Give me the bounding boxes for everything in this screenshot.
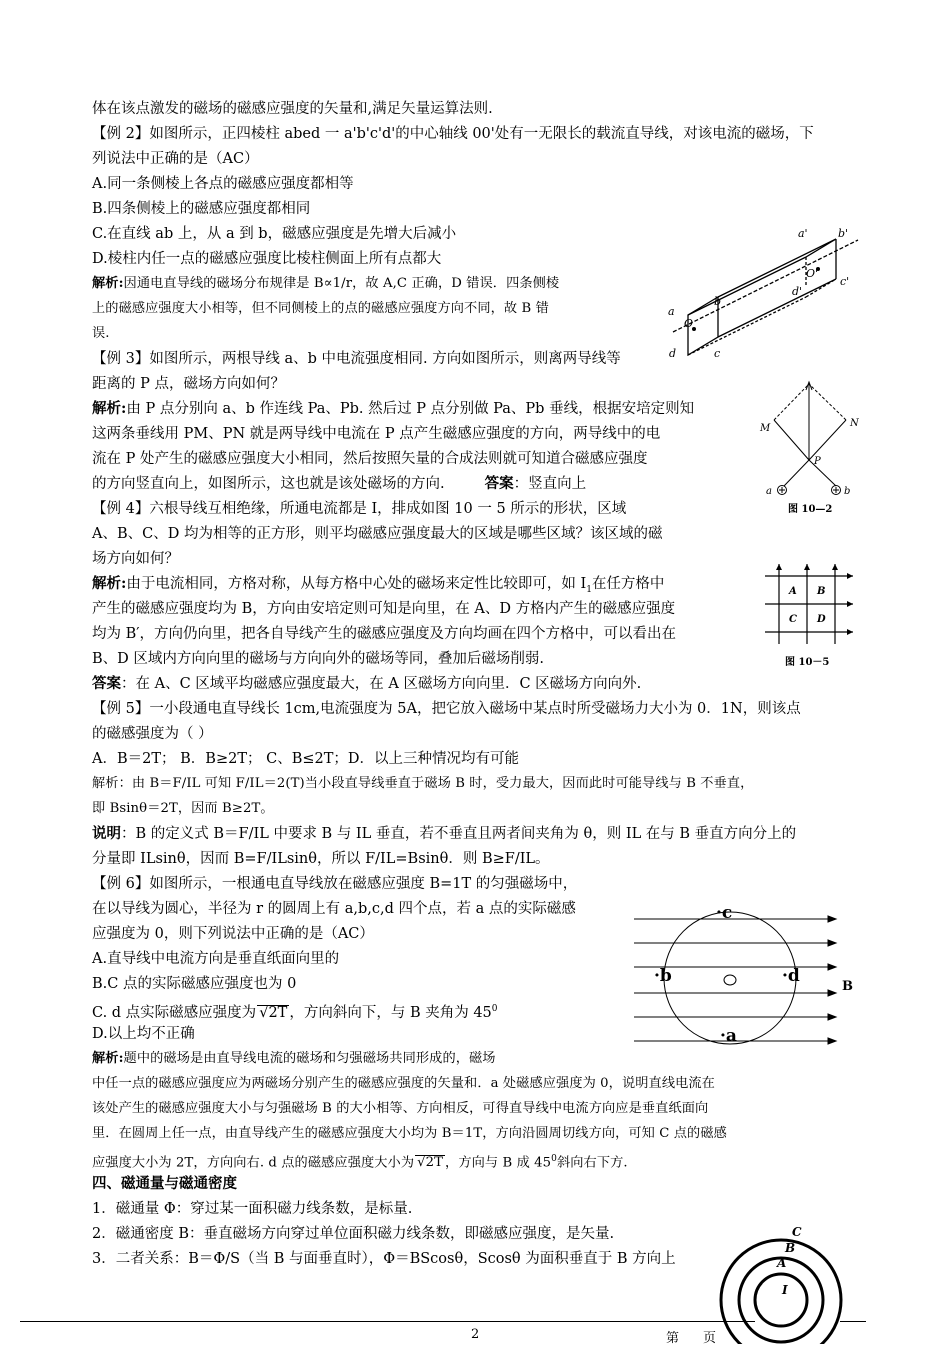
answer-line: 答案：在 A、C 区域平均磁感应强度最大，在 A 区磁场方向向里．C 区磁场方向向外. (92, 675, 642, 692)
svg-text:B: B (785, 1241, 796, 1255)
analysis-line: B、D 区域内方向向里的磁场与方向向外的磁场等同，叠加后磁场削弱. (92, 651, 544, 667)
analysis-line: 这两条垂线用 PM、PN 就是两导线中电流在 P 点产生磁感应强度的方向，两导线中的电 (92, 426, 661, 442)
option-line: D.棱柱内任一点的磁感应强度比棱柱侧面上所有点都大 (92, 251, 442, 267)
analysis-line: 解析:由 P 点分别向 a、b 作连线 Pa、Pb. 然后过 P 点分别做 Pa、Pb 垂线，根据安培定则知 (92, 400, 695, 417)
svg-text:I: I (782, 1283, 788, 1297)
svg-text:N: N (850, 418, 859, 429)
text-line: 【例 5】一小段通电直导线长 1cm,电流强度为 5A，把它放入磁场中某点时所受磁场力大小为 0．1N，则该点 (92, 701, 801, 717)
page-number: 2 (471, 1327, 480, 1342)
svg-text:P: P (814, 456, 821, 467)
field-arrow (828, 940, 836, 946)
analysis-line: 应强度大小为 2T，方向向右. d 点的磁感应强度大小为 √2T ，方向与 B 成 $45^0$斜向右下方. (92, 1154, 628, 1171)
text-line: 体在该点激发的磁场的磁感应强度的矢量和,满足矢量运算法则. (92, 101, 493, 117)
text-line: 2．磁通密度 B：垂直磁场方向穿过单位面积磁力线条数，即磁感应强度，是矢量. (92, 1226, 615, 1242)
text-line: 列说法中正确的是（AC） (92, 151, 259, 167)
prism-label: c' (840, 275, 850, 288)
text-line: 距离的 P 点，磁场方向如何？ (92, 376, 285, 392)
option-line: A.直导线中电流方向是垂直纸面向里的 (92, 951, 340, 967)
fig-10-5 (763, 560, 863, 675)
svg-text:·d: ·d (782, 966, 800, 986)
analysis-label: 解析: (92, 575, 127, 592)
analysis-line: 解析：由 B＝F/IL 可知 F/IL＝2(T)当小段直导线垂直于磁场 B 时，受力最大，因而此时可能导线与 B 不垂直， (92, 776, 754, 791)
option-line: A.同一条侧棱上各点的磁感应强度都相等 (92, 176, 354, 192)
svg-text:B: B (817, 586, 826, 597)
analysis-label: 解析: (92, 276, 124, 291)
option-line: C. d 点实际磁感应强度为 √2T ，方向斜向下，与 B 夹角为 $45^0$ (92, 1004, 498, 1021)
figure-caption: 图 10－5 (785, 657, 830, 668)
svg-text:·c: ·c (716, 903, 733, 923)
prism-label: b (714, 295, 722, 308)
analysis-line: 解析:由于电流相同，方格对称，从每方格中心处的磁场来定性比较即可，如 $I_1$在任方格中 (92, 575, 665, 595)
section-heading: 四、磁通量与磁通密度 (92, 1175, 237, 1192)
option-line: B.C 点的实际磁感应强度也为 0 (92, 976, 297, 992)
footer-rule (840, 1321, 866, 1322)
field-arrow (828, 990, 836, 996)
analysis-line: 上的磁感应强度大小相等，但不同侧棱上的点的磁感应强度方向不同，故 B 错 (92, 301, 549, 316)
text-line: 【例 2】如图所示，正四棱柱 abed 一 a'b'c'd'的中心轴线 00'处有一无限长的载流直导线，对该电流的磁场，下 (92, 126, 814, 142)
svg-text:A: A (789, 586, 797, 597)
option-line: B.四条侧棱上的磁感应强度都相同 (92, 201, 311, 217)
text-line: 在以导线为圆心，半径为 r 的圆周上有 a,b,c,d 四个点，若 a 点的实际磁感 (92, 901, 576, 917)
analysis-line: 即 Bsinθ＝2T，因而 B≥2T。 (92, 801, 274, 816)
text-line: 1．磁通量 Φ：穿过某一面积磁力线条数，是标量. (92, 1201, 413, 1217)
prism-label: a (668, 305, 675, 318)
option-line: A．B＝2T； B．B≥2T； C、B≤2T；D．以上三种情况均有可能 (92, 751, 520, 767)
note-label: 说明 (92, 825, 121, 842)
prism-label: d (669, 347, 677, 360)
analysis-line: 解析:题中的磁场是由直导线电流的磁场和匀强磁场共同形成的，磁场 (92, 1051, 496, 1066)
analysis-line: 误. (92, 326, 110, 341)
analysis-line: 该处产生的磁感应强度大小与匀强磁场 B 的大小相等、方向相反，可得直导线中电流方向应是垂直纸面向 (92, 1101, 709, 1116)
sqrt-2t: √2T (417, 1155, 444, 1171)
text-line: 3．二者关系：B＝Φ/S（当 B 与面垂直时），Φ＝BScosθ，Scosθ 为面积垂直于 B 方向上 (92, 1251, 676, 1267)
prism-label: O (684, 317, 694, 330)
svg-text:·a: ·a (720, 1026, 737, 1046)
option-line: C.在直线 ab 上，从 a 到 b，磁感应强度是先增大后减小 (92, 226, 457, 242)
analysis-line: 流在 P 处产生的磁感应强度大小相同，然后按照矢量的合成法则就可知道合磁感应强度 (92, 451, 648, 467)
svg-text:B: B (842, 979, 853, 994)
answer-label: 答案 (484, 475, 514, 492)
field-arrow (828, 916, 836, 922)
svg-text:C: C (789, 614, 797, 625)
analysis-line: 里．在圆周上任一点，由直导线产生的磁感应强度大小均为 B＝1T，方向沿圆周切线方向，可知 C 点的磁感 (92, 1126, 727, 1141)
text-line: 【例 6】如图所示，一根通电直导线放在磁感应强度 B=1T 的匀强磁场中， (92, 876, 578, 892)
analysis-line: 解析:因通电直导线的磁场分布规律是 B∝1/r，故 A,C 正确，D 错误．四条侧棱 (92, 276, 560, 291)
analysis-line: 中任一点的磁感应强度应为两磁场分别产生的磁感应强度的矢量和．a 处磁感应强度为 0，说明直线电流在 (92, 1076, 715, 1091)
svg-text:·b: ·b (654, 966, 672, 986)
text-line: 的磁感强度为（ ） (92, 726, 213, 742)
svg-text:C: C (792, 1225, 802, 1239)
rings-figure (715, 1222, 845, 1344)
text-line: 应强度为 0，则下列说法中正确的是（AC） (92, 926, 374, 942)
note-line: 说明：B 的定义式 B＝F/IL 中要求 B 与 IL 垂直，若不垂直且两者间夹角为 θ，则 IL 在与 B 垂直方向分上的 (92, 825, 797, 842)
prism-figure (668, 225, 868, 365)
svg-text:D: D (817, 614, 826, 625)
text-line: 【例 4】六根导线互相绝缘，所通电流都是 I，排成如图 10 一 5 所示的形状，区域 (92, 501, 627, 517)
svg-text:b: b (844, 486, 851, 497)
field-arrow (828, 964, 836, 970)
analysis-line: 的方向竖直向上，如图所示，这也就是该处磁场的方向. 答案：竖直向上 (92, 475, 587, 492)
prism-label: d' (792, 285, 803, 298)
note-line: 分量即 ILsinθ，因而 B=F/ILsinθ，所以 F/IL=Bsinθ．则 B≥F/IL。 (92, 851, 550, 867)
text-line: 场方向如何？ (92, 551, 179, 567)
analysis-line: 产生的磁感应强度均为 B，方向由安培定则可知是向里，在 A、D 方格内产生的磁感应强度 (92, 601, 676, 617)
analysis-line: 均为 B′，方向仍向里，把各自导线产生的磁感应强度及方向均画在四个方格中，可以看出在 (92, 626, 677, 642)
field-arrow (828, 1014, 836, 1020)
prism-label: a' (798, 227, 808, 240)
analysis-label: 解析: (92, 1051, 124, 1066)
text-line: 【例 3】如图所示，两根导线 a、b 中电流强度相同. 方向如图所示，则离两导线等 (92, 351, 621, 367)
prism-label: b' (838, 227, 849, 240)
footer-rule (20, 1321, 755, 1322)
field-arrow (828, 1038, 836, 1044)
prism-label: c (714, 347, 721, 360)
sqrt-2t: √2T (259, 1004, 288, 1021)
analysis-label: 解析: (92, 400, 127, 417)
page-label: 第 (666, 1331, 680, 1346)
page-label: 页 (703, 1331, 717, 1346)
option-line: D.以上均不正确 (92, 1026, 195, 1042)
text-line: A、B、C、D 均为相等的正方形，则平均磁感应强度最大的区域是哪些区域？该区域的磁 (92, 526, 663, 542)
fig-10-2 (748, 378, 873, 518)
svg-text:M: M (760, 423, 771, 434)
figure-caption: 图 10—2 (788, 504, 833, 515)
svg-text:a: a (766, 486, 772, 497)
svg-text:A: A (777, 1256, 787, 1270)
field-figure (630, 895, 860, 1055)
answer-label: 答案 (92, 675, 121, 692)
prism-label: O' (806, 267, 819, 280)
